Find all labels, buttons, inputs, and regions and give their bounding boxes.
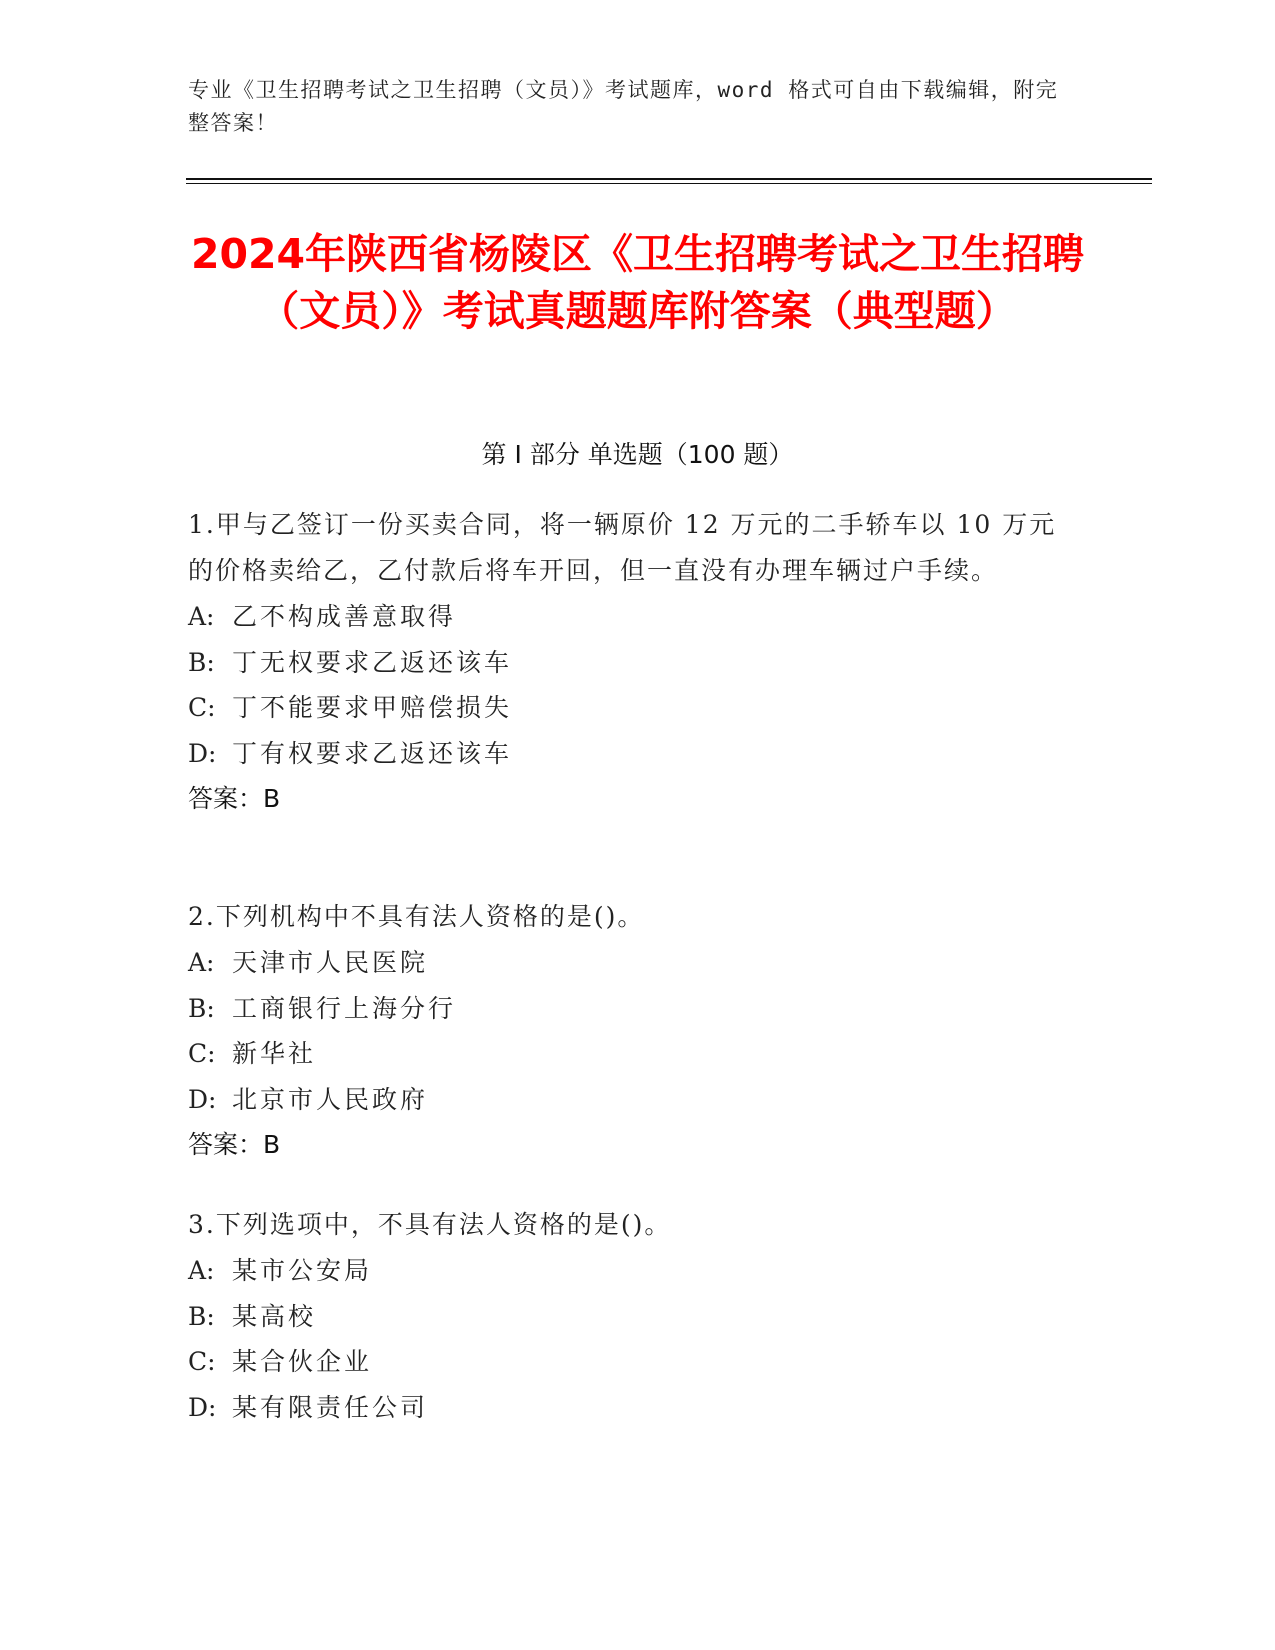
- option-b: [188, 986, 1068, 1032]
- option-d: [188, 1385, 1068, 1431]
- header-divider-thin: [186, 183, 1152, 184]
- option-label: C:: [188, 1039, 216, 1068]
- option-label: D:: [188, 738, 217, 768]
- question-stem: 3.下列选项中，不具有法人资格的是()。: [188, 1210, 672, 1239]
- option-label: D:: [188, 1392, 217, 1422]
- option-label: D:: [188, 1084, 217, 1114]
- question-stem: 2.下列机构中不具有法人资格的是()。: [188, 902, 645, 931]
- question-stem: 1.甲与乙签订一份买卖合同，将一辆原价 12 万元的二手轿车以 10 万元的价格卖给乙，乙付款后将车开回，但一直没有办理车辆过户手续。: [188, 510, 1057, 585]
- option-text: 乙不构成善意取得: [232, 602, 457, 631]
- option-text: 丁有权要求乙返还该车: [232, 738, 513, 768]
- option-c: [188, 1339, 1068, 1385]
- option-text: 丁无权要求乙返还该车: [232, 647, 513, 677]
- option-b: [188, 640, 1068, 686]
- option-b: [188, 1294, 1068, 1340]
- option-a: [188, 594, 1068, 640]
- answer: 答案：B: [188, 784, 281, 813]
- question-3: [188, 1202, 1068, 1430]
- option-label: A:: [188, 948, 215, 977]
- option-label: C:: [188, 693, 216, 722]
- option-a: [188, 1248, 1068, 1294]
- option-text: 北京市人民政府: [232, 1084, 429, 1114]
- question-2: [188, 894, 1068, 1167]
- option-text: 某合伙企业: [232, 1347, 373, 1376]
- option-text: 某高校: [232, 1301, 317, 1331]
- option-a: [188, 940, 1068, 986]
- option-d: [188, 731, 1068, 777]
- option-text: 某市公安局: [232, 1256, 373, 1285]
- question-1: [188, 502, 1068, 821]
- option-label: A:: [188, 602, 215, 631]
- section-heading: 第 I 部分 单选题（100 题）: [481, 440, 794, 469]
- header-note: 专业《卫生招聘考试之卫生招聘（文员）》考试题库，word 格式可自由下载编辑，附完整答案！: [188, 78, 1059, 135]
- option-text: 某有限责任公司: [232, 1392, 429, 1422]
- option-label: C:: [188, 1347, 216, 1376]
- option-label: B:: [188, 647, 215, 677]
- option-text: 新华社: [232, 1039, 317, 1068]
- option-text: 丁不能要求甲赔偿损失: [232, 693, 513, 722]
- option-label: B:: [188, 1301, 215, 1331]
- option-c: [188, 685, 1068, 731]
- option-text: 天津市人民医院: [232, 948, 429, 977]
- option-text: 工商银行上海分行: [232, 993, 457, 1023]
- header-divider: [186, 178, 1152, 180]
- answer: 答案：B: [188, 1130, 281, 1159]
- option-d: [188, 1077, 1068, 1123]
- option-label: A:: [188, 1256, 215, 1285]
- document-title: 2024年陕西省杨陵区《卫生招聘考试之卫生招聘（文员）》考试真题题库附答案（典型题）: [190, 230, 1085, 335]
- option-label: B:: [188, 993, 215, 1023]
- option-c: [188, 1031, 1068, 1077]
